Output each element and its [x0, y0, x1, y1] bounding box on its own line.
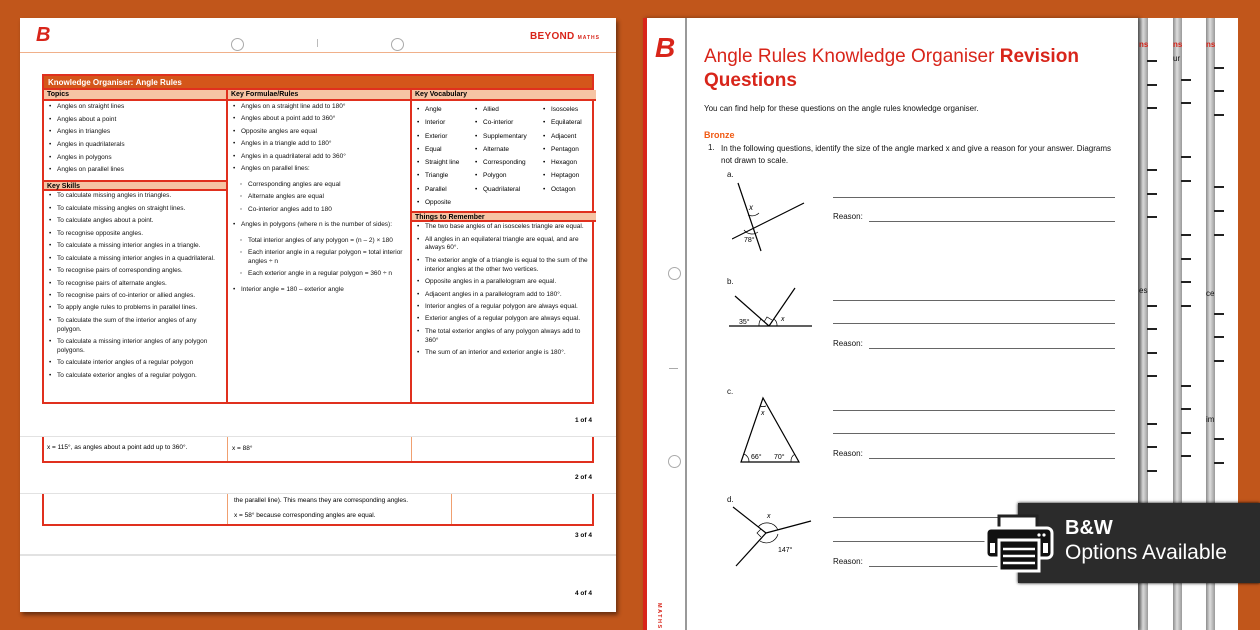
vocab-word: • Interior [416, 116, 474, 129]
column-vocab-remember [412, 90, 596, 402]
title-fragment: ns [1139, 40, 1149, 49]
vocab-word: • Polygon [474, 169, 542, 182]
title-bold: Revision Questions [704, 46, 1079, 91]
formulae-list [228, 101, 410, 179]
formula-subitem: ◦ Corresponding angles are equal [232, 181, 406, 190]
header-divider [20, 52, 616, 53]
skill-item: • To calculate missing angles on straight lines. [48, 205, 222, 214]
skill-item: • To calculate a missing interior angles in a quadrilateral. [48, 255, 222, 264]
vocab-word: • Co-interior [474, 116, 542, 129]
diagram-d [731, 503, 817, 573]
formula-item: • Angles in a triangle add to 180° [232, 140, 406, 149]
question-number: 1. [708, 143, 715, 152]
vocab-word: • Straight line [416, 156, 474, 169]
vocab-word: • Allied [474, 103, 542, 116]
page2-table-strip [42, 437, 594, 463]
answer-line[interactable] [833, 433, 1115, 434]
vocab-word: • Parallel [416, 183, 474, 196]
title-fragment: ns [1206, 40, 1216, 49]
fold-mark [317, 39, 318, 47]
vocab-word: • Exterior [416, 130, 474, 143]
title-prefix: Knowledge Organiser: [48, 78, 134, 87]
answer-line[interactable] [833, 300, 1115, 301]
formula-subitem: ◦ Each exterior angle in a regular polygon = 360 ÷ n [232, 270, 406, 279]
answer-text: x = 58° because corresponding angles are equal. [234, 512, 376, 519]
topic-item: • Angles about a point [48, 116, 222, 125]
brand-name: BEYOND [530, 31, 575, 42]
page-number: 2 of 4 [575, 474, 592, 481]
vocab-word: • Triangle [416, 169, 474, 182]
answer-line[interactable] [833, 323, 1115, 324]
remember-item: • All angles in an equilateral triangle are equal, and are always 60°. [416, 236, 592, 253]
badge-subtitle: Options Available [1065, 541, 1227, 564]
fold-mark [669, 368, 678, 369]
part-label: a. [727, 170, 734, 179]
reason-line[interactable] [869, 348, 1115, 349]
parallel-rules-list [228, 179, 410, 219]
remember-heading: Things to Remember [412, 211, 596, 222]
vocab-word: • Supplementary [474, 130, 542, 143]
brand-wordmark [530, 31, 600, 42]
formula-item: • Opposite angles are equal [232, 128, 406, 137]
answer-line[interactable] [833, 410, 1115, 411]
text-fragment: ce [1206, 289, 1215, 298]
skill-item: • To calculate exterior angles of a regular polygon. [48, 372, 222, 381]
level-heading: Bronze [704, 130, 735, 140]
formulae-heading: Key Formulae/Rules [228, 90, 410, 101]
reason-line[interactable] [869, 221, 1115, 222]
formula-item: • Angles in a quadrilateral add to 360° [232, 153, 406, 162]
text-fragment: ur [1173, 54, 1181, 63]
topic-item: • Angles in quadrilaterals [48, 141, 222, 150]
topics-heading: Topics [44, 90, 226, 101]
angle-label: 35° [739, 319, 750, 326]
formula-item: • Interior angle = 180 – exterior angle [232, 286, 406, 295]
vocab-word: • Opposite [416, 196, 474, 209]
reason-label: Reason: [833, 449, 863, 458]
diagram-b [729, 286, 815, 331]
column-topics-skills [44, 90, 228, 402]
vocab-word: • Octagon [542, 183, 592, 196]
part-label: b. [727, 277, 734, 286]
skill-item: • To apply angle rules to problems in parallel lines. [48, 304, 222, 313]
knowledge-organiser-document [20, 18, 616, 612]
title-fragment: ns [1173, 40, 1183, 49]
vocab-word: • Angle [416, 103, 474, 116]
topics-list [44, 101, 226, 180]
text-fragment: im [1206, 415, 1215, 424]
formula-subitem: ◦ Alternate angles are equal [232, 193, 406, 202]
title-normal: Angle Rules Knowledge Organiser [704, 46, 995, 67]
vocab-word: • Heptagon [542, 169, 592, 182]
vocab-word: • Alternate [474, 143, 542, 156]
reason-label: Reason: [833, 557, 863, 566]
answer-line[interactable] [833, 197, 1115, 198]
angle-label: x [767, 513, 771, 520]
topic-item: • Angles in triangles [48, 128, 222, 137]
remember-item: • The two base angles of an isosceles triangle are equal. [416, 223, 592, 232]
vocab-word: • Equal [416, 143, 474, 156]
question-text: In the following questions, identify the size of the angle marked x and give a reason for your answer. Diagrams not drawn to scale. [721, 144, 1111, 165]
polygon-formula [228, 219, 410, 234]
text-fragment: es [1139, 286, 1148, 295]
beyond-logo: B [655, 32, 676, 63]
skill-item: • To calculate a missing interior angles in a triangle. [48, 242, 222, 251]
skill-item: • To recognise pairs of corresponding angles. [48, 267, 222, 276]
reason-label: Reason: [833, 339, 863, 348]
vocab-word: • Pentagon [542, 143, 592, 156]
vocab-word: • Adjacent [542, 130, 592, 143]
angle-label: 66° [751, 454, 762, 461]
skill-item: • To recognise opposite angles. [48, 230, 222, 239]
vocab-word: • Equilateral [542, 116, 592, 129]
page-number: 3 of 4 [575, 532, 592, 539]
printer-icon [983, 512, 1055, 576]
brand-sub: MATHS [577, 35, 600, 41]
knowledge-organiser-table [42, 74, 594, 404]
skills-list [44, 191, 226, 385]
skill-item: • To recognise pairs of alternate angles. [48, 280, 222, 289]
binder-hole [668, 267, 681, 280]
formula-item: • Angles on parallel lines: [232, 165, 406, 174]
vocab-word: • Isosceles [542, 103, 592, 116]
skill-item: • To calculate a missing interior angles of any polygon polygons. [48, 338, 222, 355]
side-brand: MATHS [656, 603, 662, 630]
binder-hole [231, 38, 244, 51]
page3-table-strip [42, 494, 594, 526]
angle-label: 70° [774, 454, 785, 461]
remember-item: • Opposite angles in a parallelogram are equal. [416, 278, 592, 287]
skill-item: • To calculate interior angles of a regular polygon [48, 359, 222, 368]
vocab-word: • Corresponding [474, 156, 542, 169]
binder-hole [668, 455, 681, 468]
answer-text: x = 88° [232, 445, 253, 452]
remember-item: • Interior angles of a regular polygon are always equal. [416, 303, 592, 312]
polygon-rules-list [228, 235, 410, 284]
page-title [704, 45, 1104, 93]
answer-text: x = 115°, as angles about a point add up to 360°. [47, 444, 188, 451]
vocab-heading: Key Vocabulary [412, 90, 596, 101]
topic-item: • Angles on parallel lines [48, 166, 222, 175]
exterior-formula [228, 284, 410, 299]
title-bold: Angle Rules [135, 78, 182, 87]
skill-item: • To calculate missing angles in triangles. [48, 192, 222, 201]
remember-item: • The sum of an interior and exterior angle is 180°. [416, 349, 592, 358]
remember-item: • The exterior angle of a triangle is equal to the sum of the interior angles at the other two vertices. [416, 257, 592, 274]
formula-item: • Angles on a straight line add to 180° [232, 103, 406, 112]
binder-line [685, 18, 687, 630]
column-formulae [228, 90, 412, 402]
diagram-a [732, 178, 812, 258]
intro-text: You can find help for these questions on the angle rules knowledge organiser. [704, 104, 979, 113]
remember-item: • Adjacent angles in a parallelogram add to 180°. [416, 291, 592, 300]
reason-line[interactable] [869, 458, 1115, 459]
formula-subitem: ◦ Total interior angles of any polygon = (n – 2) × 180 [232, 237, 406, 246]
formula-item: • Angles about a point add to 360° [232, 115, 406, 124]
vocab-grid [412, 101, 596, 211]
part-label: c. [727, 387, 734, 396]
topic-item: • Angles in polygons [48, 154, 222, 163]
angle-label: 78° [744, 237, 755, 244]
reason-label: Reason: [833, 212, 863, 221]
answer-text: the parallel line). This means they are corresponding angles. [234, 497, 409, 504]
remember-item: • The total exterior angles of any polygon always add to 360° [416, 328, 592, 345]
badge-title: B&W [1065, 517, 1113, 539]
page-number: 4 of 4 [575, 590, 592, 597]
vocab-word: • Quadrilateral [474, 183, 542, 196]
binder-hole [391, 38, 404, 51]
beyond-logo: B [36, 24, 51, 46]
vocab-word: • Hexagon [542, 156, 592, 169]
formula-subitem: ◦ Co-interior angles add to 180 [232, 206, 406, 215]
angle-label: 147° [778, 547, 793, 554]
angle-label: x [761, 410, 765, 417]
remember-item: • Exterior angles of a regular polygon are always equal. [416, 315, 592, 324]
formula-subitem: ◦ Each interior angle in a regular polygon = total interior angles ÷ n [232, 249, 406, 266]
angle-label: x [781, 316, 785, 323]
skill-item: • To calculate angles about a point. [48, 217, 222, 226]
skill-item: • To recognise pairs of co-interior or allied angles. [48, 292, 222, 301]
skill-item: • To calculate the sum of the interior angles of any polygon. [48, 317, 222, 334]
table-title [44, 76, 592, 90]
page-separator [20, 554, 616, 556]
part-label: d. [727, 495, 734, 504]
page-number: 1 of 4 [575, 417, 592, 424]
topic-item: • Angles on straight lines [48, 103, 222, 112]
skills-heading: Key Skills [44, 180, 226, 191]
remember-list [412, 222, 596, 362]
angle-label: x [749, 203, 753, 212]
formula-item: • Angles in polygons (where n is the number of sides): [232, 221, 406, 230]
diagram-c [739, 396, 803, 466]
